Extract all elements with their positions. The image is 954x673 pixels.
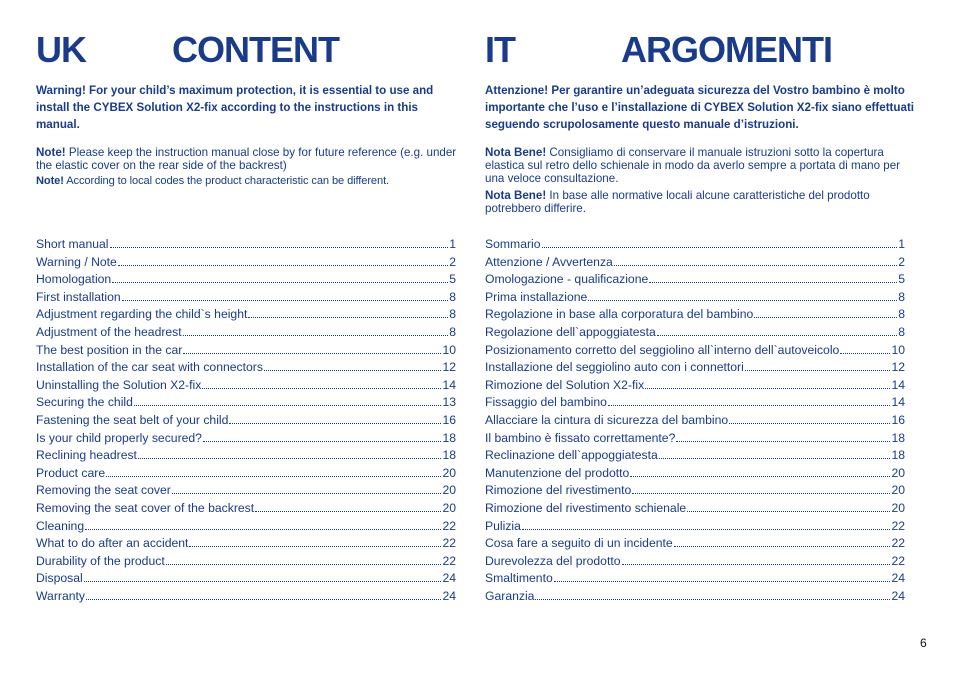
toc-entry[interactable] bbox=[36, 570, 456, 588]
toc-entry[interactable] bbox=[485, 394, 905, 412]
toc-entry-page: 22 bbox=[891, 518, 905, 533]
toc-entry[interactable] bbox=[485, 430, 905, 448]
toc-entry[interactable] bbox=[485, 518, 905, 536]
toc-entry-title: Rimozione del Solution X2-fix bbox=[485, 377, 645, 392]
uk-warning: Warning! For your child’s maximum protection, it is essential to use and install the CYBEX Solution X2-fix according to the instructions in this manual. bbox=[36, 84, 434, 131]
toc-leader-dots bbox=[85, 528, 441, 530]
toc-entry[interactable] bbox=[485, 553, 905, 571]
toc-entry-title: Il bambino è fissato correttamente? bbox=[485, 430, 676, 445]
toc-leader-dots bbox=[138, 457, 441, 459]
toc-entry-title: The best position in the car bbox=[36, 342, 183, 357]
uk-note-2-text: According to local codes the product characteristic can be different. bbox=[63, 175, 390, 187]
toc-entry-title: Durability of the product bbox=[36, 553, 165, 568]
it-lang-code: IT bbox=[485, 29, 515, 70]
toc-entry[interactable] bbox=[36, 588, 456, 606]
uk-note-1 bbox=[36, 146, 461, 172]
toc-entry[interactable] bbox=[36, 482, 456, 500]
toc-entry-title: Manutenzione del prodotto bbox=[485, 465, 630, 480]
toc-entry-title: Fissaggio del bambino bbox=[485, 395, 607, 410]
toc-leader-dots bbox=[535, 598, 890, 600]
toc-leader-dots bbox=[608, 404, 890, 406]
toc-leader-dots bbox=[202, 387, 441, 389]
toc-entry[interactable] bbox=[485, 324, 905, 342]
toc-entry-page: 22 bbox=[442, 518, 456, 533]
toc-entry-page: 20 bbox=[891, 483, 905, 498]
toc-leader-dots bbox=[110, 246, 449, 248]
toc-leader-dots bbox=[183, 334, 449, 336]
toc-entry-page: 22 bbox=[442, 536, 456, 551]
toc-entry-page: 18 bbox=[442, 448, 456, 463]
toc-leader-dots bbox=[183, 352, 441, 354]
uk-section-title: CONTENT bbox=[172, 29, 339, 70]
toc-entry-page: 1 bbox=[898, 237, 905, 251]
toc-entry[interactable] bbox=[485, 377, 905, 395]
toc-entry-title: Regolazione in base alla corporatura del bambino bbox=[485, 307, 754, 322]
toc-entry[interactable] bbox=[485, 570, 905, 588]
toc-leader-dots bbox=[659, 457, 891, 459]
toc-leader-dots bbox=[522, 528, 891, 530]
toc-entry[interactable] bbox=[36, 430, 456, 448]
toc-entry[interactable] bbox=[485, 482, 905, 500]
toc-entry-title: Reclinazione dell`appoggiatesta bbox=[485, 448, 658, 463]
toc-leader-dots bbox=[840, 352, 890, 354]
toc-entry-page: 24 bbox=[891, 588, 905, 603]
toc-entry-page: 1 bbox=[449, 237, 456, 251]
toc-entry-title: Pulizia bbox=[485, 518, 521, 533]
toc-entry-page: 16 bbox=[442, 412, 456, 427]
toc-leader-dots bbox=[674, 545, 891, 547]
toc-entry-page: 8 bbox=[898, 324, 905, 339]
uk-note-1-text: Please keep the instruction manual close by for future reference (e.g. under the elastic cover on the rear side of the backrest) bbox=[36, 146, 457, 172]
toc-leader-dots bbox=[649, 281, 897, 283]
toc-leader-dots bbox=[122, 299, 449, 301]
toc-entry-title: Removing the seat cover of the backrest bbox=[36, 500, 255, 515]
toc-entry-page: 8 bbox=[898, 289, 905, 304]
toc-entry-title: Is your child properly secured? bbox=[36, 430, 202, 445]
toc-leader-dots bbox=[86, 598, 441, 600]
toc-entry[interactable] bbox=[485, 306, 905, 324]
toc-entry[interactable] bbox=[36, 412, 456, 430]
toc-entry-page: 12 bbox=[891, 360, 905, 375]
toc-leader-dots bbox=[588, 299, 897, 301]
toc-entry[interactable] bbox=[36, 553, 456, 571]
toc-entry-title: Durevolezza del prodotto bbox=[485, 553, 621, 568]
toc-entry[interactable] bbox=[485, 588, 905, 606]
toc-entry-title: Installazione del seggiolino auto con i connettori bbox=[485, 360, 744, 375]
toc-entry[interactable] bbox=[36, 254, 456, 272]
toc-entry-title: Product care bbox=[36, 465, 106, 480]
toc-leader-dots bbox=[229, 422, 441, 424]
toc-entry[interactable] bbox=[36, 447, 456, 465]
toc-entry[interactable] bbox=[485, 236, 905, 254]
toc-entry[interactable] bbox=[36, 306, 456, 324]
toc-entry[interactable] bbox=[36, 394, 456, 412]
toc-entry-title: Disposal bbox=[36, 571, 83, 586]
toc-entry-page: 8 bbox=[449, 289, 456, 304]
it-section-title: ARGOMENTI bbox=[621, 29, 832, 70]
toc-leader-dots bbox=[754, 316, 897, 318]
toc-leader-dots bbox=[657, 334, 897, 336]
toc-entry[interactable] bbox=[485, 359, 905, 377]
uk-note-2-label: Note! bbox=[36, 175, 64, 187]
toc-entry-title: Installation of the car seat with connectors bbox=[36, 360, 263, 375]
toc-leader-dots bbox=[189, 545, 441, 547]
toc-entry-title: Allacciare la cintura di sicurezza del bambino bbox=[485, 412, 729, 427]
toc-entry-page: 14 bbox=[442, 377, 456, 392]
toc-entry-page: 5 bbox=[898, 272, 905, 287]
toc-entry-page: 10 bbox=[442, 342, 456, 357]
toc-entry-page: 10 bbox=[891, 342, 905, 357]
toc-leader-dots bbox=[687, 510, 890, 512]
toc-entry-page: 20 bbox=[442, 483, 456, 498]
toc-entry-page: 22 bbox=[442, 553, 456, 568]
toc-leader-dots bbox=[248, 316, 448, 318]
it-table-of-contents bbox=[485, 236, 905, 605]
toc-entry-title: Adjustment of the headrest bbox=[36, 324, 182, 339]
toc-entry-title: First installation bbox=[36, 289, 121, 304]
toc-entry[interactable] bbox=[485, 289, 905, 307]
toc-entry[interactable] bbox=[485, 500, 905, 518]
toc-entry[interactable] bbox=[36, 236, 456, 254]
toc-entry[interactable] bbox=[36, 535, 456, 553]
toc-entry-page: 8 bbox=[898, 307, 905, 322]
toc-entry[interactable] bbox=[485, 447, 905, 465]
uk-lang-code: UK bbox=[36, 29, 86, 70]
toc-entry-title: Warning / Note bbox=[36, 254, 117, 269]
toc-leader-dots bbox=[112, 281, 448, 283]
toc-entry-title: Adjustment regarding the child`s height bbox=[36, 307, 248, 322]
toc-leader-dots bbox=[729, 422, 890, 424]
toc-leader-dots bbox=[106, 475, 441, 477]
toc-entry[interactable] bbox=[36, 324, 456, 342]
toc-entry[interactable] bbox=[485, 465, 905, 483]
toc-leader-dots bbox=[645, 387, 890, 389]
toc-entry-title: Omologazione - qualificazione bbox=[485, 272, 649, 287]
toc-entry-title: Cleaning bbox=[36, 518, 85, 533]
it-note-1-label: Nota Bene! bbox=[485, 146, 547, 159]
it-note-2-label: Nota Bene! bbox=[485, 189, 547, 202]
toc-leader-dots bbox=[118, 264, 448, 266]
toc-leader-dots bbox=[554, 580, 891, 582]
toc-entry[interactable] bbox=[36, 342, 456, 360]
toc-entry[interactable] bbox=[36, 465, 456, 483]
uk-table-of-contents bbox=[36, 236, 456, 605]
toc-entry-page: 24 bbox=[442, 588, 456, 603]
it-note-1-text: Consigliamo di conservare il manuale istruzioni sotto la copertura elastica sul retro dello schienale in modo da averlo sempre a portata di mano per una veloce consultazione. bbox=[485, 146, 901, 185]
toc-entry[interactable] bbox=[485, 412, 905, 430]
toc-entry-page: 13 bbox=[442, 395, 456, 410]
it-note-2-text: In base alle normative locali alcune caratteristiche del prodotto potrebbero differire. bbox=[485, 189, 870, 215]
toc-entry-title: Posizionamento corretto del seggiolino all`interno dell`autoveicolo bbox=[485, 342, 840, 357]
toc-leader-dots bbox=[622, 563, 891, 565]
toc-leader-dots bbox=[632, 492, 890, 494]
toc-leader-dots bbox=[745, 369, 891, 371]
toc-entry-title: Removing the seat cover bbox=[36, 483, 171, 498]
uk-note-2 bbox=[36, 175, 461, 188]
toc-entry-page: 18 bbox=[442, 430, 456, 445]
toc-leader-dots bbox=[166, 563, 442, 565]
toc-entry-page: 22 bbox=[891, 536, 905, 551]
it-heading bbox=[485, 30, 905, 70]
toc-entry-page: 20 bbox=[891, 465, 905, 480]
toc-entry-page: 16 bbox=[891, 412, 905, 427]
toc-entry-page: 24 bbox=[442, 571, 456, 586]
toc-entry-title: Uninstalling the Solution X2-fix bbox=[36, 377, 202, 392]
toc-entry-title: Smaltimento bbox=[485, 571, 553, 586]
toc-entry-page: 8 bbox=[449, 307, 456, 322]
toc-leader-dots bbox=[542, 246, 898, 248]
toc-entry-title: Short manual bbox=[36, 237, 109, 251]
toc-entry[interactable] bbox=[36, 289, 456, 307]
it-warning: Attenzione! Per garantire un’adeguata sicurezza del Vostro bambino è molto importante che l’uso e l’installazione di CYBEX Solution X2-fix siano effettuati seguendo scrupolosamente questo manuale d’istruzioni. bbox=[485, 84, 915, 131]
toc-entry-title: Prima installazione bbox=[485, 289, 588, 304]
toc-entry-title: Attenzione / Avvertenza bbox=[485, 254, 613, 269]
toc-leader-dots bbox=[255, 510, 441, 512]
toc-entry[interactable] bbox=[36, 518, 456, 536]
toc-entry-title: Fastening the seat belt of your child bbox=[36, 412, 229, 427]
it-note-2 bbox=[485, 189, 910, 215]
uk-note-1-label: Note! bbox=[36, 146, 66, 159]
toc-entry-title: Rimozione del rivestimento schienale bbox=[485, 500, 687, 515]
toc-leader-dots bbox=[264, 369, 441, 371]
toc-leader-dots bbox=[84, 580, 442, 582]
toc-entry-page: 22 bbox=[891, 553, 905, 568]
toc-leader-dots bbox=[614, 264, 897, 266]
uk-heading bbox=[36, 30, 456, 70]
toc-entry[interactable] bbox=[36, 359, 456, 377]
toc-entry-page: 14 bbox=[891, 395, 905, 410]
toc-entry-title: Sommario bbox=[485, 237, 541, 251]
toc-leader-dots bbox=[172, 492, 442, 494]
toc-entry-title: Cosa fare a seguito di un incidente bbox=[485, 536, 673, 551]
toc-entry-page: 18 bbox=[891, 430, 905, 445]
toc-entry-page: 20 bbox=[891, 500, 905, 515]
toc-entry-title: Reclining headrest bbox=[36, 448, 137, 463]
toc-entry-title: Regolazione dell`appoggiatesta bbox=[485, 324, 656, 339]
toc-entry[interactable] bbox=[36, 377, 456, 395]
toc-entry-page: 8 bbox=[449, 324, 456, 339]
toc-entry-page: 20 bbox=[442, 465, 456, 480]
toc-leader-dots bbox=[676, 440, 890, 442]
toc-entry[interactable] bbox=[36, 500, 456, 518]
toc-entry[interactable] bbox=[485, 342, 905, 360]
toc-entry-page: 18 bbox=[891, 448, 905, 463]
toc-entry-title: What to do after an accident bbox=[36, 536, 189, 551]
toc-entry-title: Garanzia bbox=[485, 588, 535, 603]
it-note-1 bbox=[485, 146, 910, 185]
toc-leader-dots bbox=[134, 404, 442, 406]
toc-entry-page: 5 bbox=[449, 272, 456, 287]
toc-entry-page: 20 bbox=[442, 500, 456, 515]
page-number: 6 bbox=[920, 636, 927, 650]
toc-entry[interactable] bbox=[485, 271, 905, 289]
toc-entry-page: 2 bbox=[898, 254, 905, 269]
toc-entry[interactable] bbox=[485, 535, 905, 553]
toc-leader-dots bbox=[630, 475, 890, 477]
toc-entry[interactable] bbox=[36, 271, 456, 289]
toc-entry-page: 2 bbox=[449, 254, 456, 269]
toc-entry-title: Homologation bbox=[36, 272, 112, 287]
toc-leader-dots bbox=[203, 440, 441, 442]
toc-entry-page: 14 bbox=[891, 377, 905, 392]
toc-entry-title: Securing the child bbox=[36, 395, 133, 410]
toc-entry-page: 24 bbox=[891, 571, 905, 586]
toc-entry[interactable] bbox=[485, 254, 905, 272]
toc-entry-title: Warranty bbox=[36, 588, 85, 603]
toc-entry-page: 12 bbox=[442, 360, 456, 375]
toc-entry-title: Rimozione del rivestimento bbox=[485, 483, 632, 498]
